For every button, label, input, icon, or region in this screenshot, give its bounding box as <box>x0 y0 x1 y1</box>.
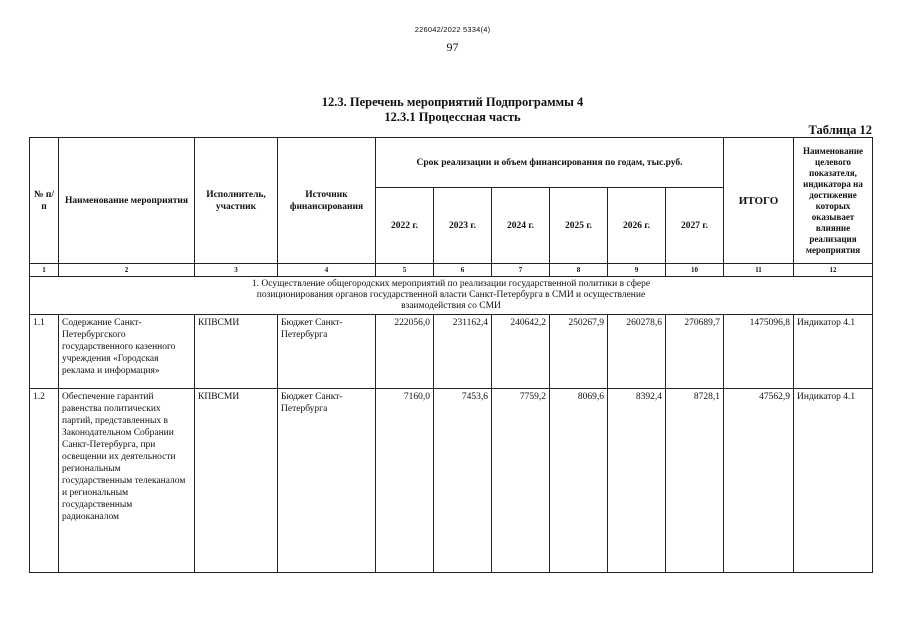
row-value-2027: 8728,1 <box>666 389 724 573</box>
table-row <box>30 315 873 389</box>
row-executor: КПВСМИ <box>195 315 278 389</box>
section-heading: 12.3. Перечень мероприятий Подпрограммы 4 <box>321 95 584 109</box>
header-period: Срок реализации и объем финансирования по годам, тыс.руб. <box>376 138 724 188</box>
row-value-2022: 7160,0 <box>376 389 434 573</box>
table-label: Таблица 12 <box>808 123 872 137</box>
row-source: Бюджет Санкт-Петербурга <box>278 389 376 573</box>
column-number: 2 <box>59 264 195 277</box>
section-row-text <box>30 277 873 315</box>
row-value-2026: 260278,6 <box>608 315 666 389</box>
header-year-2023: 2023 г. <box>434 188 492 264</box>
row-value-2022: 222056,0 <box>376 315 434 389</box>
header-year-2024: 2024 г. <box>492 188 550 264</box>
row-value-2023: 231162,4 <box>434 315 492 389</box>
header-no: № п/п <box>30 138 59 264</box>
column-number-row <box>30 264 873 277</box>
row-source: Бюджет Санкт-Петербурга <box>278 315 376 389</box>
row-indicator: Индикатор 4.1 <box>794 315 873 389</box>
table-row <box>30 389 873 573</box>
document-code: 226042/2022 5334(4) <box>414 25 491 34</box>
row-no: 1.2 <box>30 389 59 573</box>
header-source: Источник финансирования <box>278 138 376 264</box>
row-value-2024: 240642,2 <box>492 315 550 389</box>
column-number: 1 <box>30 264 59 277</box>
page-number: 97 <box>446 40 459 54</box>
row-value-2023: 7453,6 <box>434 389 492 573</box>
header-name: Наименование мероприятия <box>59 138 195 264</box>
header-indicator: Наименование целевого показателя, индикатора на достижение которых оказывает влияние реализация мероприятия <box>794 138 873 264</box>
column-number: 6 <box>434 264 492 277</box>
column-number: 3 <box>195 264 278 277</box>
header-year-2026: 2026 г. <box>608 188 666 264</box>
header-executor: Исполнитель, участник <box>195 138 278 264</box>
column-number: 10 <box>666 264 724 277</box>
subsection-heading: 12.3.1 Процессная часть <box>384 110 521 124</box>
row-value-2025: 250267,9 <box>550 315 608 389</box>
column-number: 7 <box>492 264 550 277</box>
row-no: 1.1 <box>30 315 59 389</box>
header-year-2027: 2027 г. <box>666 188 724 264</box>
row-total: 47562,9 <box>724 389 794 573</box>
section-row-label: 1. Осуществление общегородских мероприятий по реализации государственной политики в сфере позиционирования органов государственной власти Санкт-Петербурга в СМИ и осуществление взаимодействия со СМИ <box>251 279 651 311</box>
activities-table <box>29 137 873 573</box>
row-name: Содержание Санкт-Петербургского государственного казенного учреждения «Городская реклама и информация» <box>59 315 195 389</box>
column-number: 9 <box>608 264 666 277</box>
column-number: 8 <box>550 264 608 277</box>
row-indicator: Индикатор 4.1 <box>794 389 873 573</box>
row-total: 1475096,8 <box>724 315 794 389</box>
row-name: Обеспечение гарантий равенства политических партий, представленных в Законодательном Собрании Санкт-Петербурга, при освещении их деятельности региональным государственным телеканалом и региональным государственным радиоканалом <box>59 389 195 573</box>
row-executor: КПВСМИ <box>195 389 278 573</box>
row-value-2025: 8069,6 <box>550 389 608 573</box>
row-value-2026: 8392,4 <box>608 389 666 573</box>
row-value-2027: 270689,7 <box>666 315 724 389</box>
column-number: 11 <box>724 264 794 277</box>
section-title <box>0 95 905 125</box>
column-number: 12 <box>794 264 873 277</box>
section-row <box>30 277 873 315</box>
row-value-2024: 7759,2 <box>492 389 550 573</box>
header-year-2025: 2025 г. <box>550 188 608 264</box>
column-number: 5 <box>376 264 434 277</box>
header-total: ИТОГО <box>724 138 794 264</box>
header-year-2022: 2022 г. <box>376 188 434 264</box>
column-number: 4 <box>278 264 376 277</box>
